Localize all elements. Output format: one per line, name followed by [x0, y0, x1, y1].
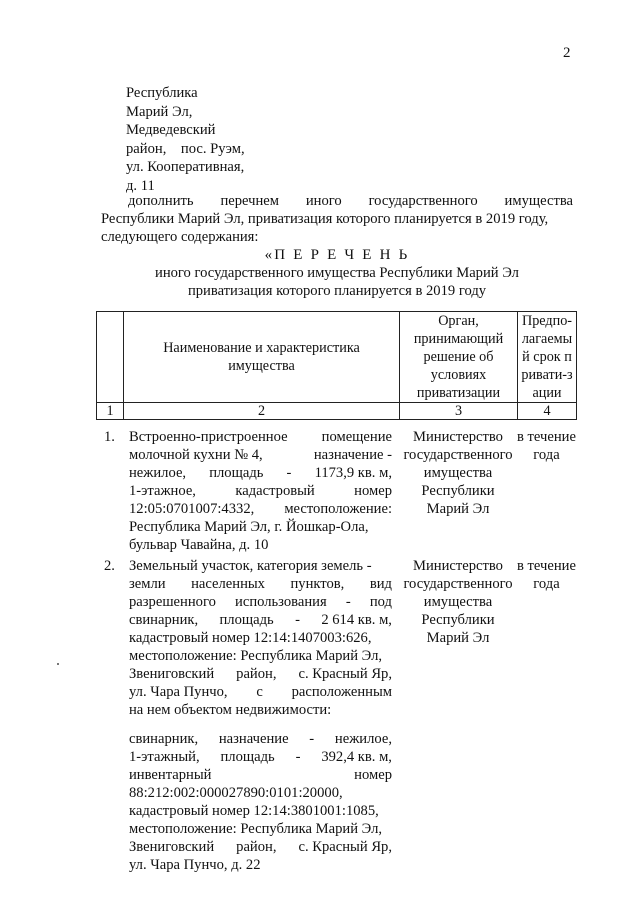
desc-line: земли населенных пунктов, вид: [129, 576, 392, 592]
intro-word: иного: [305, 193, 342, 209]
col-number: 4: [518, 403, 577, 420]
address-line: Республика: [126, 85, 198, 101]
row-organ: Министерство государственного имущества Республики Марий Эл: [403, 429, 513, 517]
desc-line: свинарник, назначение - нежилое,: [129, 731, 392, 747]
page-number: 2: [563, 45, 571, 61]
desc-line: нежилое, площадь - 1173,9 кв. м,: [129, 465, 392, 481]
scan-speck: [57, 663, 59, 665]
title-line: приватизация которого планируется в 2019 году: [187, 283, 487, 299]
desc-line: местоположение: Республика Марий Эл,: [129, 648, 383, 664]
intro-line: Республики Марий Эл, приватизация которого планируется в 2019 году,: [101, 211, 549, 227]
address-line: Марий Эл,: [126, 103, 193, 120]
desc-line: Встроенно-пристроенное помещение: [129, 429, 392, 445]
header-col-term-text: Предпо-лагаемый срок привати-зации: [521, 313, 573, 401]
desc-line: кадастровый номер 12:14:1407003:626,: [129, 630, 372, 646]
desc-line: 1-этажное, кадастровый номер: [129, 483, 392, 499]
header-col-organ-text: Орган, принимающий решение об условиях приватизации: [413, 313, 504, 401]
intro-line: следующего содержания:: [101, 229, 259, 245]
col-number: 1: [97, 403, 124, 420]
desc-line: ул. Чара Пунчо, с расположенным: [129, 684, 392, 700]
desc-line: ул. Чара Пунчо, д. 22: [129, 857, 261, 873]
row-description: [129, 428, 392, 554]
desc-line: Земельный участок, категория земель -: [129, 558, 372, 574]
header-col-name: [124, 312, 400, 403]
address-block: [126, 84, 276, 196]
intro-word: государственного: [368, 193, 478, 209]
desc-line: местоположение: Республика Марий Эл,: [129, 821, 383, 837]
desc-line: разрешенного использования - под: [129, 594, 392, 610]
intro-word: дополнить: [128, 193, 194, 209]
list-table-header: [96, 311, 577, 420]
desc-line: Звениговский район, с. Красный Яр,: [129, 666, 392, 682]
title-heading: «П Е Р Е Ч Е Н Ь: [264, 247, 410, 263]
address-line: район, пос. Руэм,: [126, 140, 245, 157]
desc-line: Республика Марий Эл, г. Йошкар-Ола,: [129, 519, 369, 535]
list-title: [101, 246, 573, 300]
intro-word: имущества: [504, 193, 573, 209]
address-line: Медведевский: [126, 122, 216, 139]
row-number: 2.: [104, 558, 115, 574]
address-line: д. 11: [126, 177, 155, 194]
desc-line: молочной кухни № 4, назначение -: [129, 447, 392, 463]
header-col-name-text: Наименование и характеристика имущества: [163, 340, 360, 374]
desc-line: на нем объектом недвижимости:: [129, 702, 332, 718]
desc-line: 1-этажный, площадь - 392,4 кв. м,: [129, 749, 392, 765]
desc-line: бульвар Чавайна, д. 10: [129, 537, 269, 553]
desc-line: свинарник, площадь - 2 614 кв. м,: [129, 612, 392, 628]
intro-line: [101, 192, 573, 210]
desc-line: 88:212:002:000027890:0101:20000,: [129, 785, 343, 801]
header-col-term: [518, 312, 577, 403]
intro-paragraph: [101, 192, 573, 246]
desc-line: инвентарный номер: [129, 767, 392, 783]
header-col-organ: [400, 312, 518, 403]
col-number: 2: [124, 403, 400, 420]
row-organ: Министерство государственного имущества Республики Марий Эл: [403, 558, 513, 646]
header-col-1: [97, 312, 124, 403]
row-number: 1.: [104, 429, 115, 445]
row-term: в течение года: [517, 558, 576, 592]
row-term: в течение года: [517, 429, 576, 463]
desc-line: кадастровый номер 12:14:3801001:1085,: [129, 803, 379, 819]
desc-line: Звениговский район, с. Красный Яр,: [129, 839, 392, 855]
intro-word: перечнем: [220, 193, 279, 209]
address-line: ул. Кооперативная,: [126, 159, 245, 176]
col-number: 3: [400, 403, 518, 420]
row-description: [129, 557, 392, 874]
title-line: иного государственного имущества Республики Марий Эл: [155, 265, 519, 281]
desc-line: 12:05:0701007:4332, местоположение:: [129, 501, 392, 517]
